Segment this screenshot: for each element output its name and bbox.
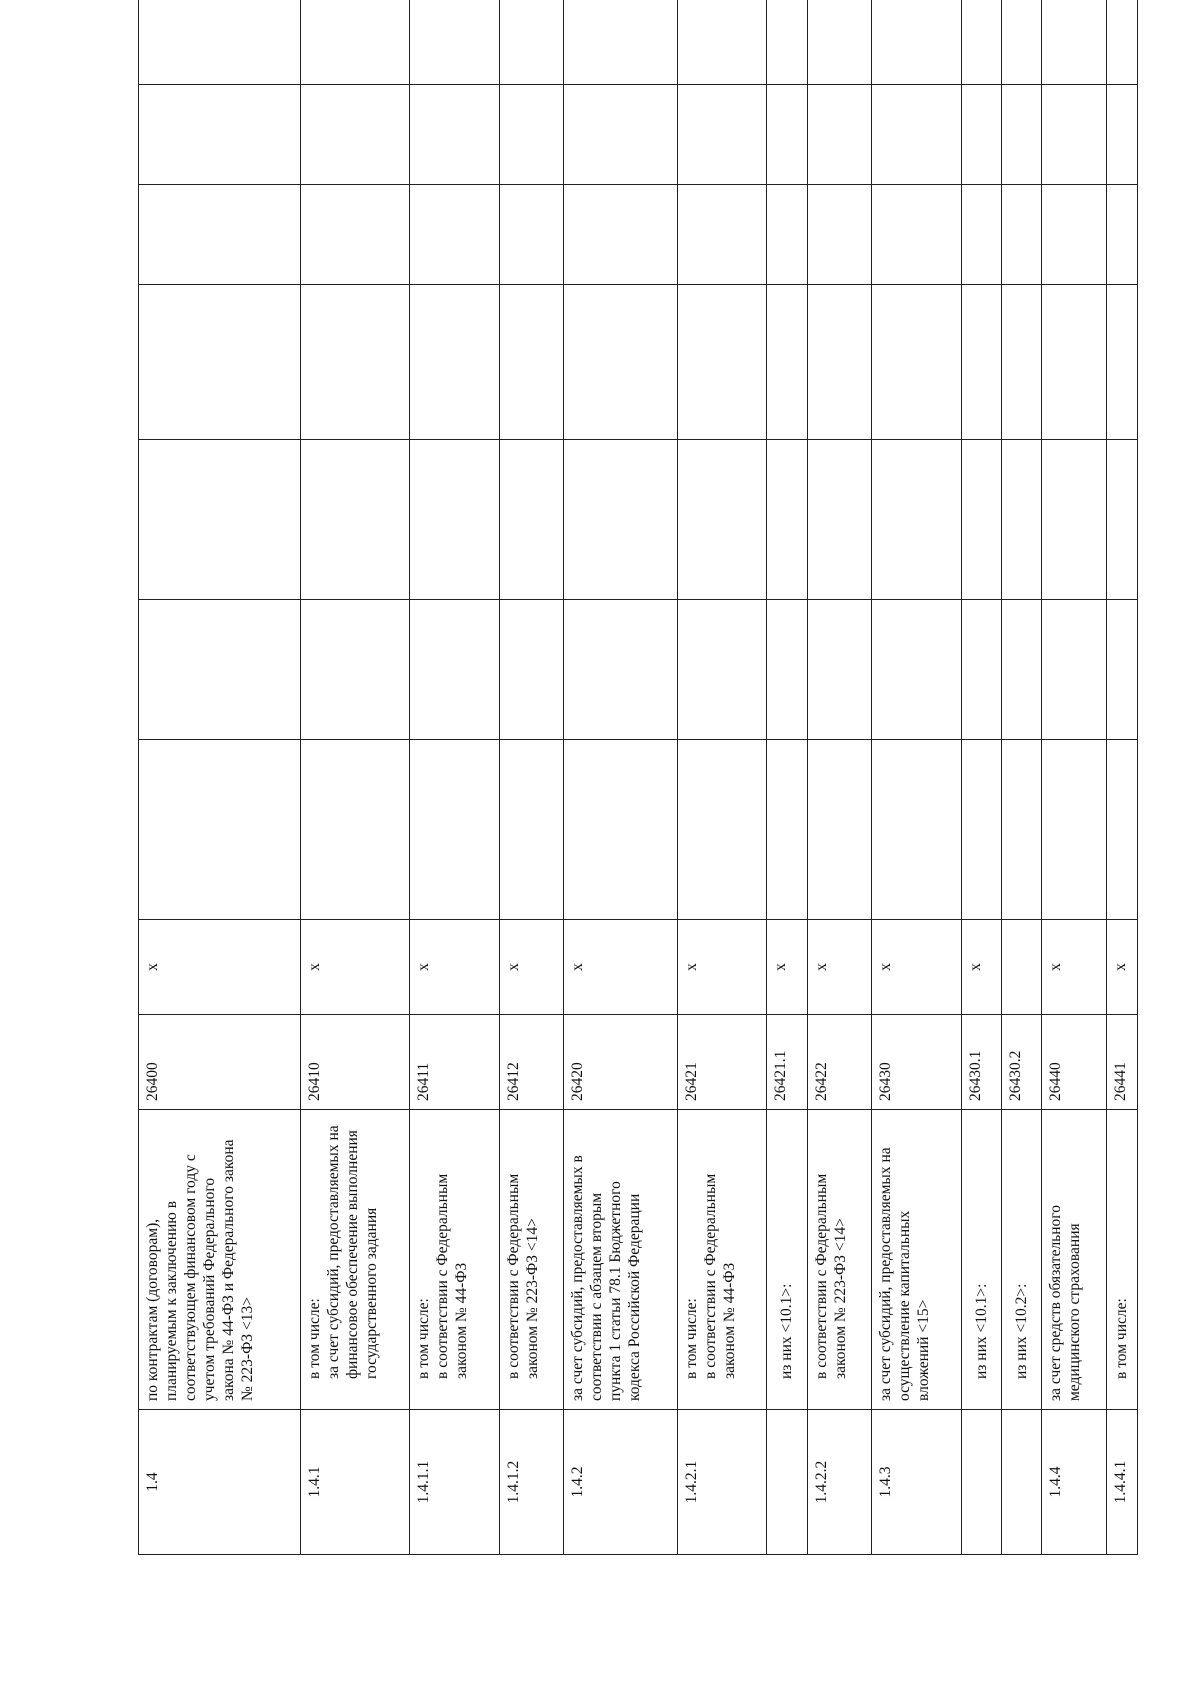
row-number: 1.4.1.1 bbox=[410, 1410, 499, 1555]
description-line: за счет средств обязательного bbox=[1046, 1204, 1064, 1401]
empty-value-cell bbox=[499, 285, 564, 440]
empty-value-cell bbox=[300, 740, 409, 920]
empty-value-cell bbox=[872, 185, 961, 285]
empty-value-cell bbox=[807, 600, 872, 740]
description-line: пункта 1 статьи 78.1 Бюджетного bbox=[607, 1181, 625, 1401]
empty-value-cell bbox=[1106, 440, 1137, 600]
empty-value-cell bbox=[300, 600, 409, 740]
empty-value-cell bbox=[410, 600, 499, 740]
row-number: 1.4 bbox=[139, 1410, 301, 1555]
table-row bbox=[807, 0, 872, 1555]
empty-value-cell bbox=[1041, 600, 1106, 740]
description-line: учетом требований Федерального bbox=[201, 1177, 218, 1401]
description-line: за счет субсидий, предоставляемых в bbox=[569, 1155, 587, 1401]
empty-value-cell bbox=[1001, 440, 1041, 600]
empty-value-cell bbox=[678, 285, 767, 440]
empty-value-cell bbox=[1041, 740, 1106, 920]
description-line: законом № 223-ФЗ <14> bbox=[523, 1218, 541, 1379]
row-code: 26440 bbox=[1041, 1015, 1106, 1110]
financial-plan-table bbox=[138, 0, 1138, 1555]
row-description bbox=[872, 1110, 961, 1410]
empty-value-cell bbox=[961, 440, 1001, 600]
empty-value-cell bbox=[499, 85, 564, 185]
row-code: 26422 bbox=[807, 1015, 872, 1110]
empty-value-cell bbox=[1001, 285, 1041, 440]
row-number bbox=[1001, 1410, 1041, 1555]
table-row bbox=[499, 0, 564, 1555]
description-line: за счет субсидий, предоставляемых на bbox=[877, 1147, 895, 1401]
row-x-mark: x bbox=[872, 920, 961, 1015]
row-number bbox=[961, 1410, 1001, 1555]
row-description bbox=[410, 1110, 499, 1410]
empty-value-cell bbox=[139, 185, 301, 285]
empty-value-cell bbox=[1041, 185, 1106, 285]
row-number: 1.4.2 bbox=[564, 1410, 678, 1555]
description-line: соответствующем финансовом году с bbox=[182, 1154, 199, 1401]
row-code: 26400 bbox=[139, 1015, 301, 1110]
row-x-mark: x bbox=[300, 920, 409, 1015]
row-x-mark: x bbox=[767, 920, 807, 1015]
description-line: в соответствии с Федеральным bbox=[702, 1173, 720, 1379]
empty-value-cell bbox=[767, 440, 807, 600]
empty-value-cell bbox=[499, 600, 564, 740]
table-row bbox=[1001, 0, 1041, 1555]
description-line: из них <10.1>: bbox=[972, 1283, 990, 1379]
empty-value-cell bbox=[564, 285, 678, 440]
empty-value-cell bbox=[1106, 0, 1137, 85]
row-description bbox=[961, 1110, 1001, 1410]
row-x-mark: x bbox=[961, 920, 1001, 1015]
description-line: из них <10.1>: bbox=[778, 1283, 796, 1379]
description-line: в том числе: bbox=[683, 1298, 701, 1379]
row-code: 26430 bbox=[872, 1015, 961, 1110]
row-number: 1.4.2.1 bbox=[678, 1410, 767, 1555]
description-line: кодекса Российской Федерации bbox=[626, 1193, 644, 1401]
empty-value-cell bbox=[300, 440, 409, 600]
row-description bbox=[139, 1110, 301, 1410]
row-number: 1.4.4 bbox=[1041, 1410, 1106, 1555]
row-code: 26421.1 bbox=[767, 1015, 807, 1110]
row-x-mark: x bbox=[499, 920, 564, 1015]
empty-value-cell bbox=[961, 285, 1001, 440]
row-number: 1.4.1.2 bbox=[499, 1410, 564, 1555]
row-x-mark: x bbox=[807, 920, 872, 1015]
empty-value-cell bbox=[1041, 440, 1106, 600]
description-line: в том числе: bbox=[415, 1298, 433, 1379]
description-line: медицинского страхования bbox=[1065, 1223, 1083, 1401]
empty-value-cell bbox=[139, 600, 301, 740]
row-code: 26441 bbox=[1106, 1015, 1137, 1110]
empty-value-cell bbox=[678, 740, 767, 920]
empty-value-cell bbox=[499, 185, 564, 285]
table-row bbox=[410, 0, 499, 1555]
empty-value-cell bbox=[1041, 285, 1106, 440]
empty-value-cell bbox=[300, 285, 409, 440]
row-description bbox=[767, 1110, 807, 1410]
empty-value-cell bbox=[872, 0, 961, 85]
empty-value-cell bbox=[410, 0, 499, 85]
description-line: № 223-ФЗ <13> bbox=[239, 1297, 256, 1401]
empty-value-cell bbox=[300, 85, 409, 185]
empty-value-cell bbox=[872, 600, 961, 740]
empty-value-cell bbox=[300, 185, 409, 285]
empty-value-cell bbox=[1106, 600, 1137, 740]
description-line: планируемым к заключению в bbox=[163, 1200, 180, 1401]
empty-value-cell bbox=[678, 85, 767, 185]
empty-value-cell bbox=[807, 0, 872, 85]
row-x-mark bbox=[1001, 920, 1041, 1015]
empty-value-cell bbox=[961, 740, 1001, 920]
description-line: закона № 44-ФЗ и Федерального закона bbox=[220, 1139, 237, 1401]
empty-value-cell bbox=[410, 740, 499, 920]
row-number: 1.4.3 bbox=[872, 1410, 961, 1555]
empty-value-cell bbox=[564, 600, 678, 740]
empty-value-cell bbox=[1001, 0, 1041, 85]
empty-value-cell bbox=[767, 600, 807, 740]
empty-value-cell bbox=[300, 0, 409, 85]
row-description bbox=[564, 1110, 678, 1410]
empty-value-cell bbox=[767, 0, 807, 85]
empty-value-cell bbox=[1106, 285, 1137, 440]
empty-value-cell bbox=[410, 285, 499, 440]
empty-value-cell bbox=[807, 740, 872, 920]
table-body bbox=[139, 0, 1138, 1555]
description-line: из них <10.2>: bbox=[1012, 1283, 1030, 1379]
row-number bbox=[767, 1410, 807, 1555]
empty-value-cell bbox=[139, 440, 301, 600]
description-line: осуществление капитальных bbox=[896, 1210, 914, 1401]
empty-value-cell bbox=[807, 85, 872, 185]
row-code: 26430.1 bbox=[961, 1015, 1001, 1110]
empty-value-cell bbox=[961, 0, 1001, 85]
table-row bbox=[961, 0, 1001, 1555]
table-row bbox=[564, 0, 678, 1555]
description-line: в том числе: bbox=[305, 1298, 323, 1379]
row-description bbox=[499, 1110, 564, 1410]
empty-value-cell bbox=[678, 440, 767, 600]
table-row bbox=[678, 0, 767, 1555]
empty-value-cell bbox=[564, 0, 678, 85]
empty-value-cell bbox=[564, 185, 678, 285]
empty-value-cell bbox=[410, 85, 499, 185]
row-number: 1.4.2.2 bbox=[807, 1410, 872, 1555]
row-x-mark: x bbox=[564, 920, 678, 1015]
empty-value-cell bbox=[1001, 185, 1041, 285]
row-description bbox=[807, 1110, 872, 1410]
empty-value-cell bbox=[139, 0, 301, 85]
description-line: законом № 223-ФЗ <14> bbox=[831, 1218, 849, 1379]
empty-value-cell bbox=[564, 440, 678, 600]
table-row bbox=[1106, 0, 1137, 1555]
empty-value-cell bbox=[872, 740, 961, 920]
table-row bbox=[872, 0, 961, 1555]
empty-value-cell bbox=[807, 185, 872, 285]
row-description bbox=[300, 1110, 409, 1410]
empty-value-cell bbox=[139, 740, 301, 920]
description-line: законом № 44-ФЗ bbox=[453, 1262, 471, 1379]
empty-value-cell bbox=[1106, 185, 1137, 285]
empty-value-cell bbox=[1001, 740, 1041, 920]
row-x-mark: x bbox=[1041, 920, 1106, 1015]
empty-value-cell bbox=[564, 85, 678, 185]
empty-value-cell bbox=[678, 0, 767, 85]
empty-value-cell bbox=[139, 285, 301, 440]
description-line: в соответствии с Федеральным bbox=[504, 1173, 522, 1379]
empty-value-cell bbox=[499, 440, 564, 600]
row-code: 26430.2 bbox=[1001, 1015, 1041, 1110]
description-line: в соответствии с Федеральным bbox=[434, 1173, 452, 1379]
empty-value-cell bbox=[1041, 85, 1106, 185]
empty-value-cell bbox=[961, 600, 1001, 740]
description-line: финансовое обеспечение выполнения bbox=[343, 1130, 361, 1379]
row-x-mark: x bbox=[1106, 920, 1137, 1015]
row-code: 26411 bbox=[410, 1015, 499, 1110]
empty-value-cell bbox=[1001, 600, 1041, 740]
description-line: в соответствии с Федеральным bbox=[812, 1173, 830, 1379]
description-line: по контрактам (договорам), bbox=[144, 1218, 161, 1401]
empty-value-cell bbox=[807, 440, 872, 600]
table-row bbox=[767, 0, 807, 1555]
empty-value-cell bbox=[872, 285, 961, 440]
empty-value-cell bbox=[678, 185, 767, 285]
row-description bbox=[678, 1110, 767, 1410]
description-line: за счет субсидий, предоставляемых на bbox=[324, 1125, 342, 1379]
row-x-mark: x bbox=[410, 920, 499, 1015]
row-number: 1.4.1 bbox=[300, 1410, 409, 1555]
row-x-mark: x bbox=[139, 920, 301, 1015]
empty-value-cell bbox=[1106, 740, 1137, 920]
row-x-mark: x bbox=[678, 920, 767, 1015]
empty-value-cell bbox=[807, 285, 872, 440]
table-rotated-wrapper bbox=[138, 0, 1138, 1555]
table-row bbox=[300, 0, 409, 1555]
row-number: 1.4.4.1 bbox=[1106, 1410, 1137, 1555]
empty-value-cell bbox=[1001, 85, 1041, 185]
description-line: в том числе: bbox=[1113, 1298, 1131, 1379]
empty-value-cell bbox=[961, 85, 1001, 185]
empty-value-cell bbox=[1041, 0, 1106, 85]
description-line: государственного задания bbox=[362, 1207, 380, 1379]
empty-value-cell bbox=[767, 285, 807, 440]
empty-value-cell bbox=[1106, 85, 1137, 185]
row-code: 26412 bbox=[499, 1015, 564, 1110]
empty-value-cell bbox=[872, 440, 961, 600]
empty-value-cell bbox=[564, 740, 678, 920]
row-description bbox=[1041, 1110, 1106, 1410]
row-code: 26421 bbox=[678, 1015, 767, 1110]
empty-value-cell bbox=[767, 740, 807, 920]
description-line: вложений <15> bbox=[915, 1299, 933, 1401]
empty-value-cell bbox=[499, 740, 564, 920]
empty-value-cell bbox=[139, 85, 301, 185]
empty-value-cell bbox=[410, 440, 499, 600]
table-row bbox=[1041, 0, 1106, 1555]
empty-value-cell bbox=[767, 185, 807, 285]
row-code: 26410 bbox=[300, 1015, 409, 1110]
empty-value-cell bbox=[961, 185, 1001, 285]
empty-value-cell bbox=[678, 600, 767, 740]
empty-value-cell bbox=[410, 185, 499, 285]
description-line: законом № 44-ФЗ bbox=[721, 1262, 739, 1379]
row-code: 26420 bbox=[564, 1015, 678, 1110]
empty-value-cell bbox=[767, 85, 807, 185]
empty-value-cell bbox=[499, 0, 564, 85]
row-description bbox=[1106, 1110, 1137, 1410]
description-line: соответствии с абзацем вторым bbox=[588, 1192, 606, 1401]
row-description bbox=[1001, 1110, 1041, 1410]
table-row bbox=[139, 0, 301, 1555]
empty-value-cell bbox=[872, 85, 961, 185]
